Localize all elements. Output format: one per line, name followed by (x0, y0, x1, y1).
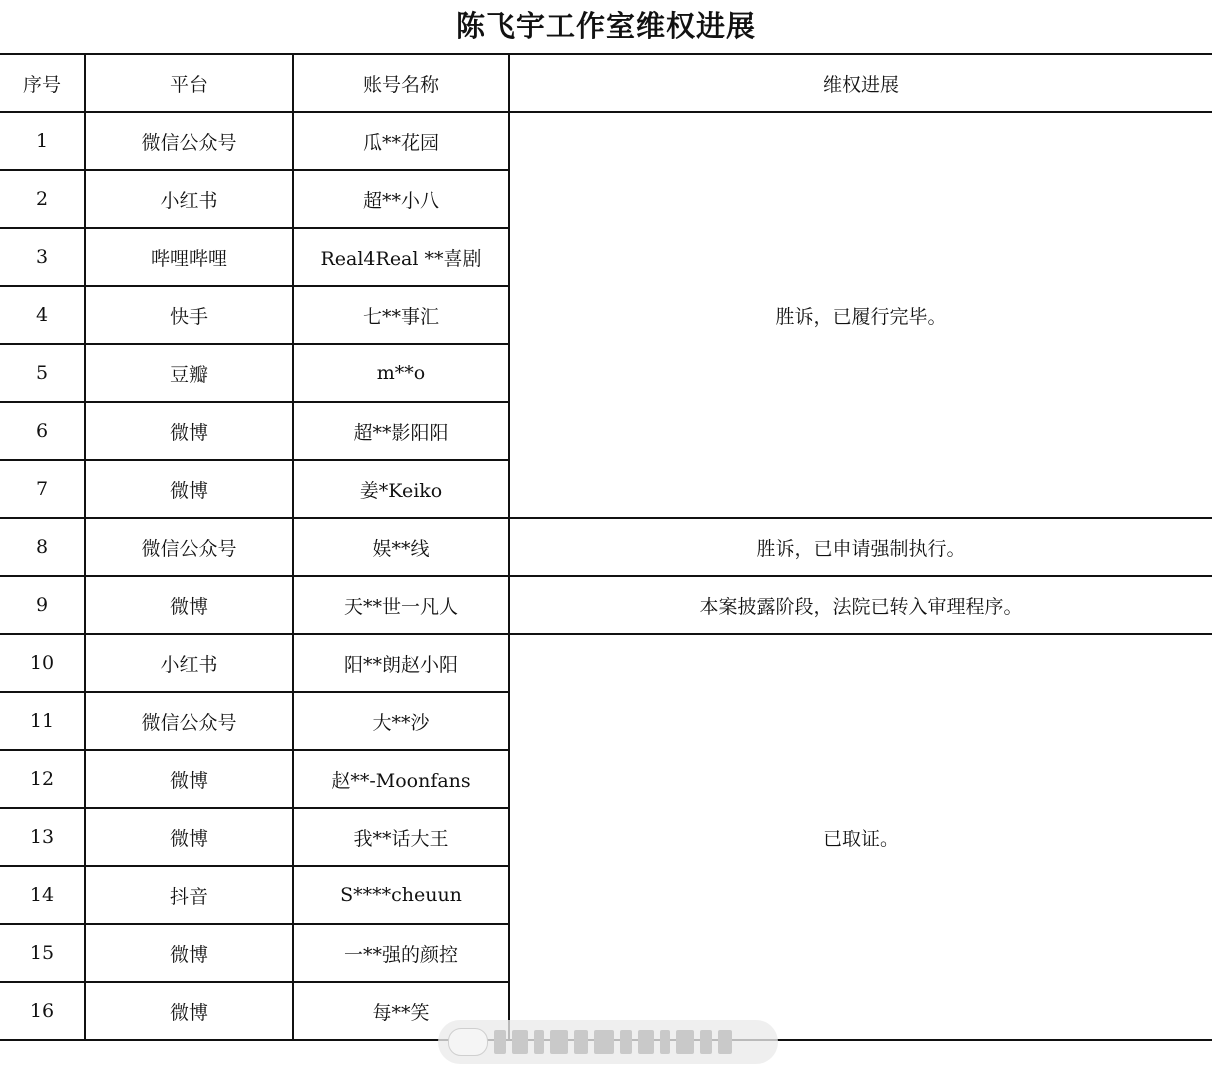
header-progress: 维权进展 (509, 54, 1212, 112)
cell-account: 超**影阳阳 (293, 402, 509, 460)
cell-account: 阳**朗赵小阳 (293, 634, 509, 692)
cell-platform: 微博 (85, 402, 293, 460)
cell-account: S****cheuun (293, 866, 509, 924)
cell-account: m**o (293, 344, 509, 402)
rights-progress-table (0, 53, 1212, 1041)
cell-number: 4 (0, 286, 85, 344)
cell-number: 7 (0, 460, 85, 518)
cell-number: 15 (0, 924, 85, 982)
cell-number: 12 (0, 750, 85, 808)
cell-number: 16 (0, 982, 85, 1040)
cell-progress-group-3: 本案披露阶段，法院已转入审理程序。 (509, 576, 1212, 634)
cell-progress-group-2: 胜诉，已申请强制执行。 (509, 518, 1212, 576)
watermark-bar (494, 1030, 506, 1054)
watermark-bar (660, 1030, 670, 1054)
cell-account: 瓜**花园 (293, 112, 509, 170)
cell-number: 8 (0, 518, 85, 576)
cell-progress-group-1: 胜诉，已履行完毕。 (509, 112, 1212, 518)
watermark-bar (638, 1030, 654, 1054)
cell-number: 6 (0, 402, 85, 460)
header-platform: 平台 (85, 54, 293, 112)
cell-account: 赵**-Moonfans (293, 750, 509, 808)
watermark-bar (574, 1030, 588, 1054)
document-title: 陈飞宇工作室维权进展 (455, 9, 756, 43)
cell-platform: 微博 (85, 808, 293, 866)
watermark-bar (676, 1030, 694, 1054)
table-row (0, 576, 1212, 634)
table-row (0, 634, 1212, 692)
cell-platform: 快手 (85, 286, 293, 344)
cell-number: 1 (0, 112, 85, 170)
header-number: 序号 (0, 54, 85, 112)
cell-account: 娱**线 (293, 518, 509, 576)
watermark-bar (620, 1030, 632, 1054)
cell-account: 我**话大王 (293, 808, 509, 866)
cell-platform: 微信公众号 (85, 518, 293, 576)
watermark-bar (700, 1030, 712, 1054)
cell-number: 2 (0, 170, 85, 228)
watermark-bar (534, 1030, 544, 1054)
cell-account: 每**笑 (293, 982, 509, 1040)
cell-progress-group-4: 已取证。 (509, 634, 1212, 1040)
cell-platform: 微博 (85, 982, 293, 1040)
cell-platform: 微博 (85, 576, 293, 634)
cell-platform: 抖音 (85, 866, 293, 924)
watermark-bar (550, 1030, 568, 1054)
watermark-logo-icon (448, 1028, 488, 1056)
cell-account: 大**沙 (293, 692, 509, 750)
cell-account: 超**小八 (293, 170, 509, 228)
watermark-bar (718, 1030, 732, 1054)
watermark-bar (512, 1030, 528, 1054)
watermark-bar (594, 1030, 614, 1054)
cell-platform: 哔哩哔哩 (85, 228, 293, 286)
table-header-row (0, 54, 1212, 112)
cell-platform: 豆瓣 (85, 344, 293, 402)
cell-account: 天**世一凡人 (293, 576, 509, 634)
cell-number: 11 (0, 692, 85, 750)
cell-platform: 微博 (85, 460, 293, 518)
cell-platform: 小红书 (85, 170, 293, 228)
watermark (438, 1020, 778, 1064)
cell-platform: 小红书 (85, 634, 293, 692)
cell-number: 13 (0, 808, 85, 866)
cell-number: 5 (0, 344, 85, 402)
cell-number: 14 (0, 866, 85, 924)
table-row (0, 518, 1212, 576)
cell-account: Real4Real **喜剧 (293, 228, 509, 286)
table-row (0, 112, 1212, 170)
cell-account: 七**事汇 (293, 286, 509, 344)
cell-number: 3 (0, 228, 85, 286)
cell-platform: 微博 (85, 750, 293, 808)
cell-number: 10 (0, 634, 85, 692)
cell-number: 9 (0, 576, 85, 634)
header-account-name: 账号名称 (293, 54, 509, 112)
cell-platform: 微信公众号 (85, 112, 293, 170)
cell-account: 一**强的颜控 (293, 924, 509, 982)
cell-platform: 微博 (85, 924, 293, 982)
cell-platform: 微信公众号 (85, 692, 293, 750)
cell-account: 姜*Keiko (293, 460, 509, 518)
